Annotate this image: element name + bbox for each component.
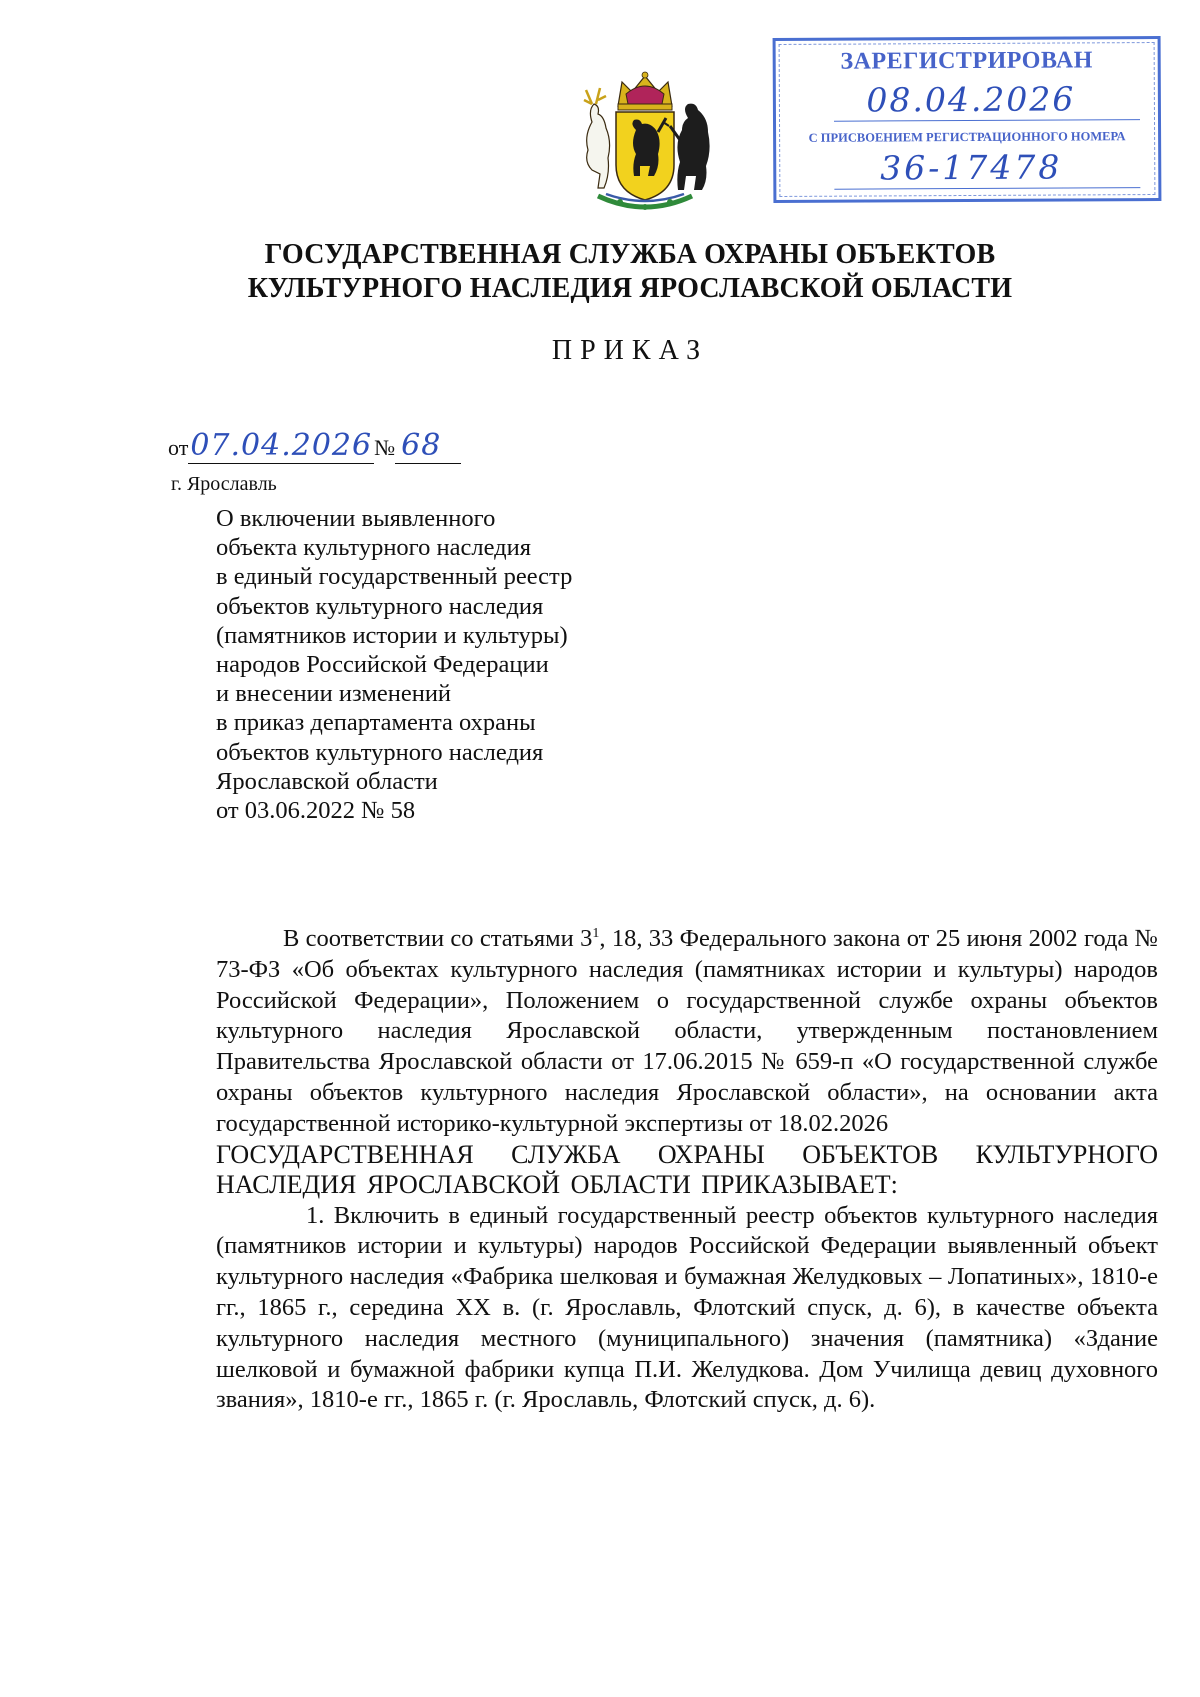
yaroslavl-coat-of-arms-icon: [570, 70, 720, 212]
registration-stamp: [773, 36, 1162, 203]
order-body: [216, 924, 1158, 1416]
order-number-handwritten: 68: [395, 428, 461, 464]
subject-line: О включении выявленного: [216, 505, 496, 532]
stamp-registration-number: 36-17478: [880, 147, 1063, 188]
preamble-start: В соответствии со статьями 3: [283, 925, 593, 952]
from-label: от: [168, 435, 189, 460]
order-date-number-line: [168, 428, 461, 468]
subject-line: объектов культурного наследия: [216, 592, 544, 620]
subject-line: и внесении изменений: [216, 680, 452, 708]
order-subject: [216, 504, 736, 825]
agency-name: [200, 238, 1060, 306]
stamp-date: 08.04.2026: [866, 79, 1076, 120]
city: г. Ярославль: [171, 473, 277, 495]
document-type: ПРИКАЗ: [551, 335, 709, 366]
subject-line: от 03.06.2022 № 58: [216, 797, 416, 825]
preamble-rest: , 18, 33 Федерального закона от 25 июня 2002 года № 73-ФЗ «Об объектах культурного наследия (памятниках истории и культуры) народов Российской Федерации», Положением о государственной службе охраны объектов культурного наследия Ярославской области, утвержденным постановлением Правительства Ярославской области от 17.06.2015 № 659-п «О государственной службе охраны объектов культурного наследия Ярославской области», на основании акта государственной историко-культурной экспертизы от 18.02.2026: [216, 925, 1158, 1137]
subject-line: объекта культурного наследия: [216, 534, 531, 562]
stamp-title: ЗАРЕГИСТРИРОВАН: [840, 47, 1093, 75]
agency-name-line: КУЛЬТУРНОГО НАСЛЕДИЯ ЯРОСЛАВСКОЙ ОБЛАСТИ: [247, 273, 1013, 304]
subject-line: в единый государственный реестр: [216, 563, 573, 591]
order-date-handwritten: 07.04.2026: [190, 428, 373, 463]
stamp-divider: [834, 119, 1140, 122]
agency-name-line: ГОСУДАРСТВЕННАЯ СЛУЖБА ОХРАНЫ ОБЪЕКТОВ: [264, 239, 996, 270]
order-phrase: ГОСУДАРСТВЕННАЯ СЛУЖБА ОХРАНЫ ОБЪЕКТОВ КУЛЬТУРНОГО НАСЛЕДИЯ ЯРОСЛАВСКОЙ ОБЛАСТИ ПРИКАЗЫВАЕТ:: [216, 1139, 1158, 1200]
subject-line: в приказ департамента охраны: [216, 709, 536, 737]
stamp-caption: С ПРИСВОЕНИЕМ РЕГИСТРАЦИОННОГО НОМЕРА: [808, 129, 1126, 145]
article-superscript: 1: [592, 925, 600, 941]
subject-line: Ярославской области: [216, 767, 438, 795]
order-item-1: 1. Включить в единый государственный реестр объектов культурного наследия (памятников истории и культуры) народов Российской Федерации выявленный объект культурного наследия «Фабрика шелковая и бумажная Желудковых – Лопатиных», 1810-е гг., 1865 г., середина XX в. (г. Ярославль, Флотский спуск, д. 6), в качестве объекта культурного наследия местного (муниципального) значения (памятника) «Здание шелковой и бумажной фабрики купца П.И. Желудкова. Дом Училища девиц духовного звания», 1810-е гг., 1865 г. (г. Ярославль, Флотский спуск, д. 6).: [216, 1201, 1158, 1414]
number-label: №: [374, 435, 396, 460]
subject-line: объектов культурного наследия: [216, 738, 544, 766]
subject-line: народов Российской Федерации: [216, 651, 549, 679]
preamble-paragraph: [216, 924, 1158, 1140]
stamp-divider: [834, 187, 1140, 190]
subject-line: (памятников истории и культуры): [216, 621, 568, 649]
